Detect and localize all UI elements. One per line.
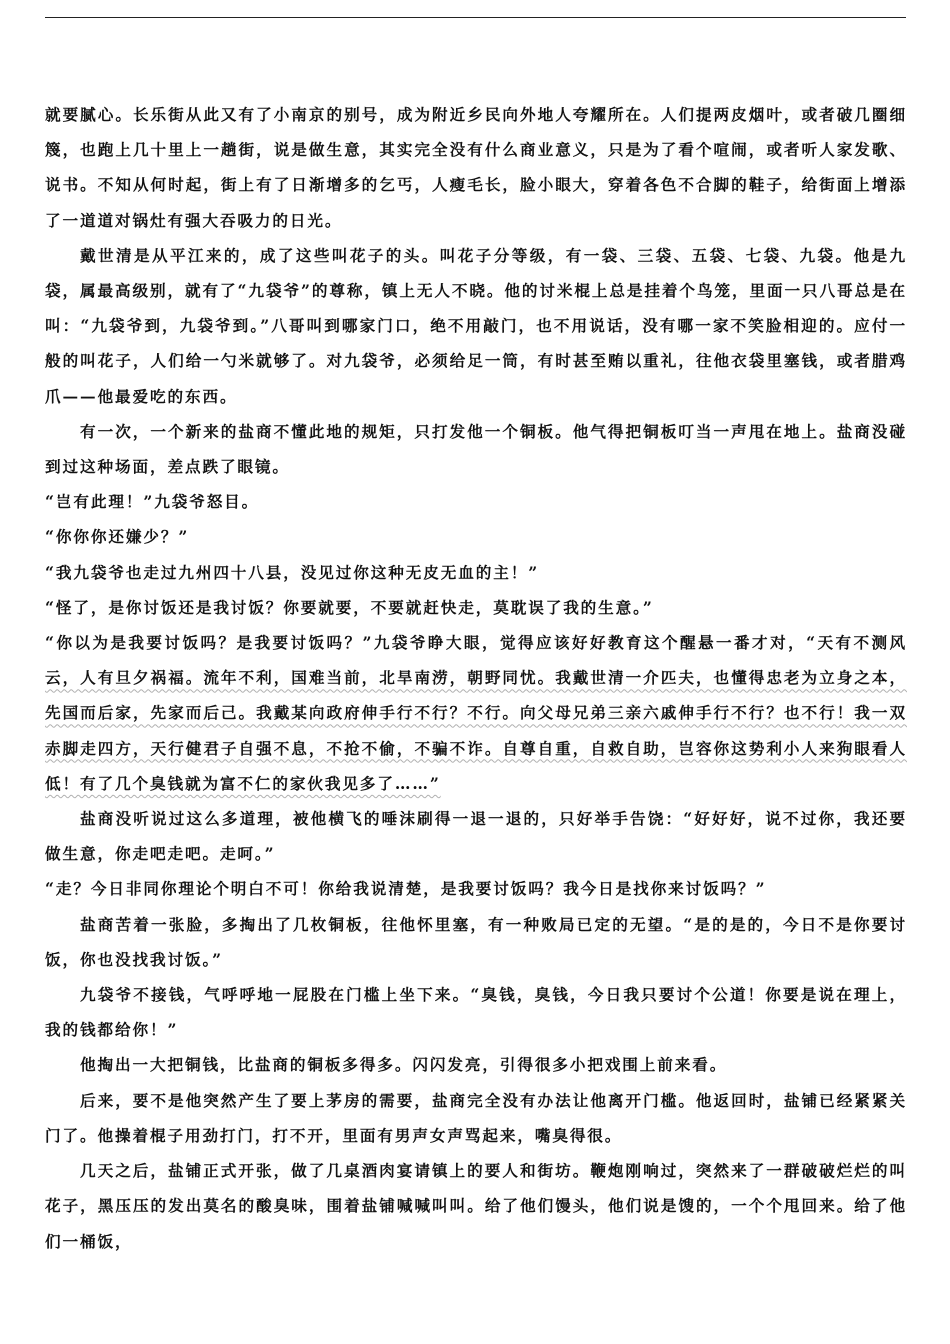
dialogue-line-6: “走？今日非同你理论个明白不可！你给我说清楚，是我要讨饭吗？我今日是找你来讨饭吗？” (45, 879, 767, 899)
dialogue-line-5 (45, 625, 907, 801)
body-text (45, 97, 907, 1259)
paragraph-7: 他掏出一大把铜钱，比盐商的铜板多得多。闪闪发亮，引得很多小把戏围上前来看。 (80, 1055, 728, 1075)
paragraph-8: 后来，要不是他突然产生了要上茅房的需要，盐商完全没有办法让他离开门槛。他返回时，盐铺已经紧紧关门了。他操着棍子用劲打门，打不开，里面有男声女声骂起来，嘴臭得很。 (45, 1090, 907, 1145)
paragraph-1: 就要腻心。长乐街从此又有了小南京的别号，成为附近乡民向外地人夸耀所在。人们提两皮烟叶，或者破几圈细篾，也跑上几十里上一趟街，说是做生意，其实完全没有什么商业意义，只是为了看个喧闹，或者听人家发歌、说书。不知从何时起，街上有了日渐增多的乞丐，人瘦毛长，脸小眼大，穿着各色不合脚的鞋子，给街面上增添了一道道对锅灶有强大吞吸力的日光。 (45, 105, 907, 230)
underlined-passage: 云，人有旦夕祸福。流年不利，国难当前，北旱南涝，朝野同忧。我戴世清一介匹夫，也懂得忠老为立身之本，先国而后家，先家而后己。我戴某向政府伸手行不行？不行。向父母兄弟三亲六戚伸手行不行？也不行！我一双赤脚走四方，天行健君子自强不息，不抢不偷，不骗不诈。自尊自重，自救自助，岂容你这势利小人来狗眼看人低！有了几个臭钱就为富不仁的家伙我见多了……” (45, 668, 907, 793)
paragraph-4: 盐商没听说过这么多道理，被他横飞的唾沫刷得一退一退的，只好举手告饶：“好好好，说不过你，我还要做生意，你走吧走吧。走呵。” (45, 809, 907, 864)
paragraph-2: 戴世清是从平江来的，成了这些叫花子的头。叫花子分等级，有一袋、三袋、五袋、七袋、九袋。他是九袋，属最高级别，就有了“九袋爷”的尊称，镇上无人不晓。他的讨米棍上总是挂着个鸟笼，里面一只八哥总是在叫：“九袋爷到，九袋爷到。”八哥叫到哪家门口，绝不用敲门，也不用说话，没有哪一家不笑脸相迎的。应付一般的叫花子，人们给一勺米就够了。对九袋爷，必须给足一筒，有时甚至贿以重礼，往他衣袋里塞钱，或者腊鸡爪——他最爱吃的东西。 (45, 245, 907, 406)
dialogue-line-3: “我九袋爷也走过九州四十八县，没见过你这种无皮无血的主！” (45, 562, 540, 582)
dialogue-line-1: “岂有此理！”九袋爷怒目。 (45, 492, 260, 512)
paragraph-5: 盐商苦着一张脸，多掏出了几枚铜板，往他怀里塞，有一种败局已定的无望。“是的是的，今日不是你要讨饭，你也没找我讨饭。” (45, 914, 907, 969)
header-rule (45, 17, 906, 18)
dialogue-line-2: “你你你还嫌少？” (45, 527, 190, 547)
dialogue-line-5-lead: “你以为是我要讨饭吗？是我要讨饭吗？”九袋爷睁大眼，觉得应该好好教育这个醒悬一番才对，“天有不测风 (45, 633, 907, 653)
paragraph-9: 几天之后，盐铺正式开张，做了几桌酒肉宴请镇上的要人和街坊。鞭炮刚响过，突然来了一群破破烂烂的叫花子，黑压压的发出莫名的酸臭味，围着盐铺喊喊叫叫。给了他们馒头，他们说是馊的，一个个甩回来。给了他们一桶饭， (45, 1161, 907, 1251)
paragraph-6: 九袋爷不接钱，气呼呼地一屁股在门槛上坐下来。“臭钱，臭钱，今日我只要讨个公道！你要是说在理上，我的钱都给你！” (45, 985, 907, 1040)
paragraph-3: 有一次，一个新来的盐商不懂此地的规矩，只打发他一个铜板。他气得把铜板叮当一声甩在地上。盐商没碰到过这种场面，差点跌了眼镜。 (45, 421, 907, 477)
dialogue-line-4: “怪了，是你讨饭还是我讨饭？你要就要，不要就赶快走，莫耽误了我的生意。” (45, 597, 654, 617)
